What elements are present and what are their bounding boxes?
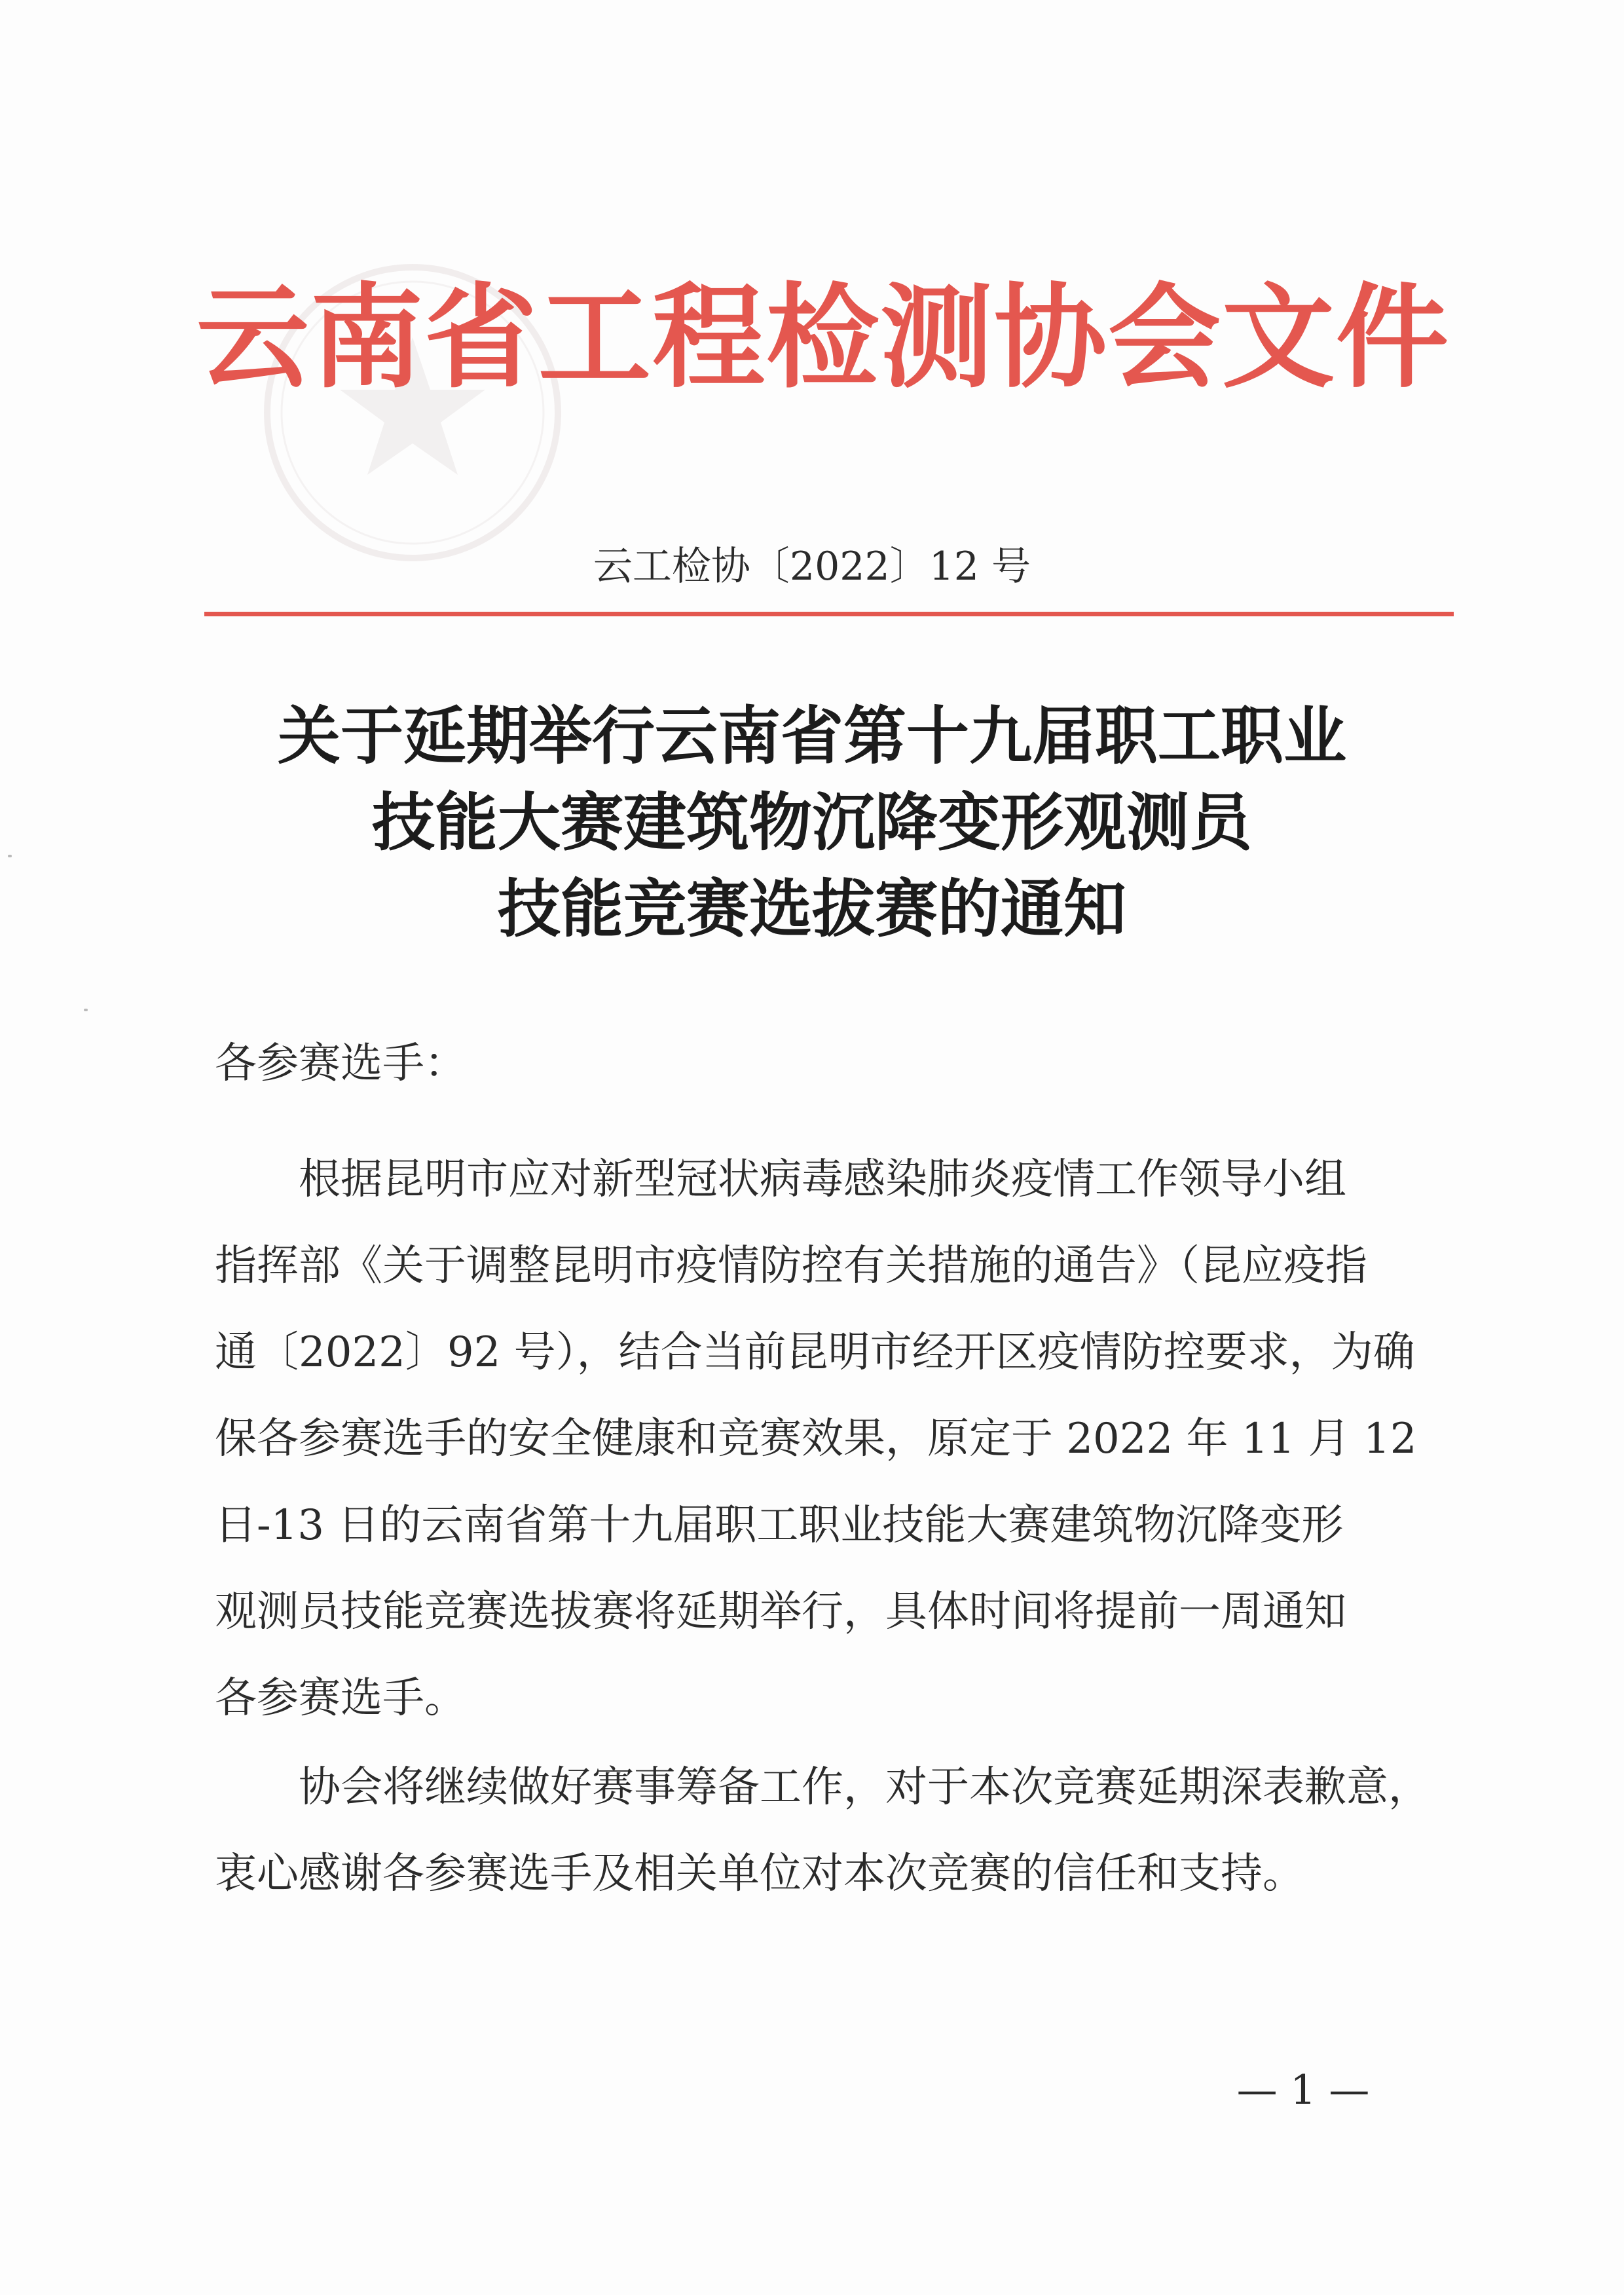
title-line: 技能竞赛选拔赛的通知 — [498, 872, 1126, 946]
title-line: 关于延期举行云南省第十九届职工职业 — [278, 700, 1346, 773]
paragraph-line: 保各参赛选手的安全健康和竞赛效果，原定于 2022 年 11 月 12 — [215, 1415, 1417, 1463]
page-number: — 1 — — [1236, 2066, 1370, 2114]
red-divider-line — [204, 612, 1454, 616]
paragraph-line: 根据昆明市应对新型冠状病毒感染肺炎疫情工作领导小组 — [299, 1155, 1346, 1204]
paragraph-line: 通〔2022〕92 号），结合当前昆明市经开区疫情防控要求，为确 — [215, 1328, 1415, 1377]
salutation: 各参赛选手： — [215, 1039, 466, 1088]
title-line: 技能大赛建筑物沉降变形观测员 — [372, 786, 1252, 859]
notice-title — [0, 693, 1624, 952]
paragraph-line: 观测员技能竞赛选拔赛将延期举行，具体时间将提前一周通知 — [215, 1588, 1346, 1636]
body-paragraph-1 — [215, 1136, 1420, 1742]
paragraph-line: 各参赛选手。 — [215, 1674, 466, 1723]
document-number: 云工检协〔2022〕12 号 — [593, 544, 1031, 589]
paragraph-line: 指挥部《关于调整昆明市疫情防控有关措施的通告》（昆应疫指 — [215, 1242, 1367, 1290]
scan-speck — [84, 1009, 88, 1011]
scan-speck — [8, 855, 12, 857]
paragraph-line: 衷心感谢各参赛选手及相关单位对本次竞赛的信任和支持。 — [215, 1850, 1304, 1898]
paragraph-line: 日-13 日的云南省第十九届职工职业技能大赛建筑物沉降变形 — [215, 1501, 1344, 1550]
body-paragraph-2 — [215, 1744, 1430, 1917]
document-masthead: 云南省工程检测协会文件 — [196, 272, 1450, 403]
paragraph-line: 协会将继续做好赛事筹备工作，对于本次竞赛延期深表歉意， — [299, 1763, 1430, 1812]
